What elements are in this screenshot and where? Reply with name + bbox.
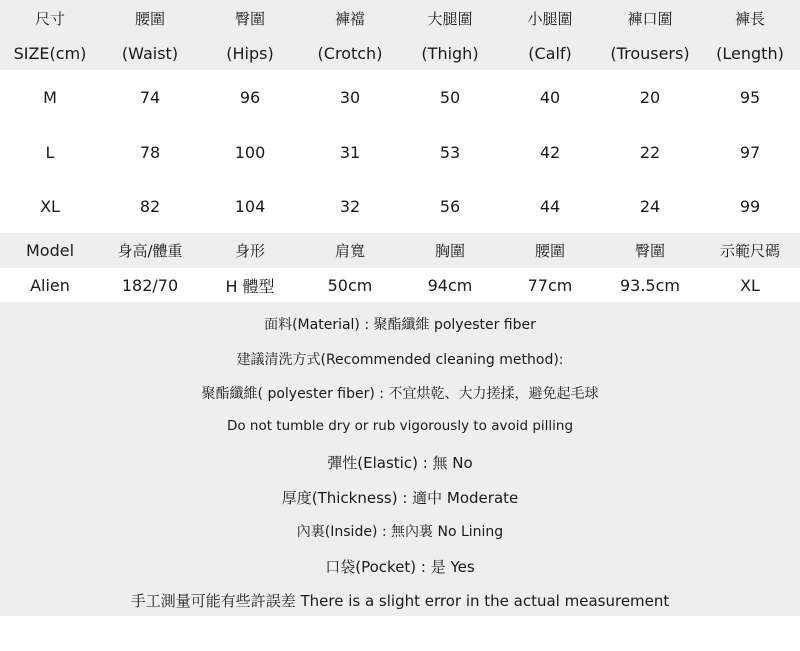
header-en-hips: (Hips) <box>200 36 300 70</box>
table-cell: 20 <box>600 70 700 125</box>
table-cell: 97 <box>700 125 800 179</box>
material-note: 面料(Material) : 聚酯纖維 polyester fiber <box>264 317 536 333</box>
header-en-size: SIZE(cm) <box>0 36 100 70</box>
model-value-cell: H 體型 <box>200 268 300 302</box>
header-zh-crotch: 褲襠 <box>300 0 400 36</box>
measurement-note: 手工測量可能有些許誤差 There is a slight error in the actual measurement <box>130 592 670 610</box>
table-cell: 31 <box>300 125 400 179</box>
header-en-calf: (Calf) <box>500 36 600 70</box>
model-table <box>0 233 800 302</box>
model-header-cell: 腰圍 <box>500 233 600 268</box>
model-header-cell: Model <box>0 233 100 268</box>
table-cell: 96 <box>200 70 300 125</box>
table-cell: 53 <box>400 125 500 179</box>
lining-note: 內裏(Inside) : 無內裏 No Lining <box>296 524 504 540</box>
table-cell: 22 <box>600 125 700 179</box>
header-en-waist: (Waist) <box>100 36 200 70</box>
model-value-cell: 50cm <box>300 268 400 302</box>
cleaning-note-en: Do not tumble dry or rub vigorously to avoid pilling <box>226 418 574 434</box>
header-zh-hips: 臀圍 <box>200 0 300 36</box>
model-header-cell: 臀圍 <box>600 233 700 268</box>
table-cell: XL <box>0 179 100 233</box>
table-cell: 50 <box>400 70 500 125</box>
header-zh-size: 尺寸 <box>0 0 100 36</box>
header-zh-trousers: 褲口圍 <box>600 0 700 36</box>
model-header-cell: 示範尺碼 <box>700 233 800 268</box>
table-cell: M <box>0 70 100 125</box>
size-table-header <box>0 0 800 70</box>
header-en-thigh: (Thigh) <box>400 36 500 70</box>
elastic-note: 彈性(Elastic) : 無 No <box>327 454 473 472</box>
size-table-body <box>0 70 800 233</box>
model-value-cell: XL <box>700 268 800 302</box>
table-cell: L <box>0 125 100 179</box>
table-cell: 56 <box>400 179 500 233</box>
table-cell: 24 <box>600 179 700 233</box>
header-en-length: (Length) <box>700 36 800 70</box>
table-cell: 99 <box>700 179 800 233</box>
model-value-cell: 94cm <box>400 268 500 302</box>
model-value-cell: 93.5cm <box>600 268 700 302</box>
header-zh-thigh: 大腿圍 <box>400 0 500 36</box>
model-value-cell: Alien <box>0 268 100 302</box>
header-en-trousers: (Trousers) <box>600 36 700 70</box>
table-cell: 74 <box>100 70 200 125</box>
header-en-crotch: (Crotch) <box>300 36 400 70</box>
header-zh-waist: 腰圍 <box>100 0 200 36</box>
model-value-cell: 77cm <box>500 268 600 302</box>
table-cell: 82 <box>100 179 200 233</box>
thickness-note: 厚度(Thickness) : 適中 Moderate <box>281 489 519 507</box>
table-cell: 78 <box>100 125 200 179</box>
table-cell: 44 <box>500 179 600 233</box>
model-header-cell: 肩寬 <box>300 233 400 268</box>
table-cell: 100 <box>200 125 300 179</box>
table-cell: 40 <box>500 70 600 125</box>
product-notes <box>0 302 800 616</box>
header-zh-length: 褲長 <box>700 0 800 36</box>
table-cell: 30 <box>300 70 400 125</box>
header-zh-calf: 小腿圍 <box>500 0 600 36</box>
table-cell: 104 <box>200 179 300 233</box>
pocket-note: 口袋(Pocket) : 是 Yes <box>325 558 475 576</box>
model-value-cell: 182/70 <box>100 268 200 302</box>
table-cell: 95 <box>700 70 800 125</box>
model-header-cell: 身高/體重 <box>100 233 200 268</box>
cleaning-method-heading: 建議清洗方式(Recommended cleaning method): <box>236 352 564 368</box>
cleaning-note-zh: 聚酯纖維( polyester fiber) : 不宜烘乾、大力搓揉，避免起毛球 <box>201 386 599 402</box>
table-cell: 32 <box>300 179 400 233</box>
model-header-cell: 身形 <box>200 233 300 268</box>
table-cell: 42 <box>500 125 600 179</box>
model-header-cell: 胸圍 <box>400 233 500 268</box>
